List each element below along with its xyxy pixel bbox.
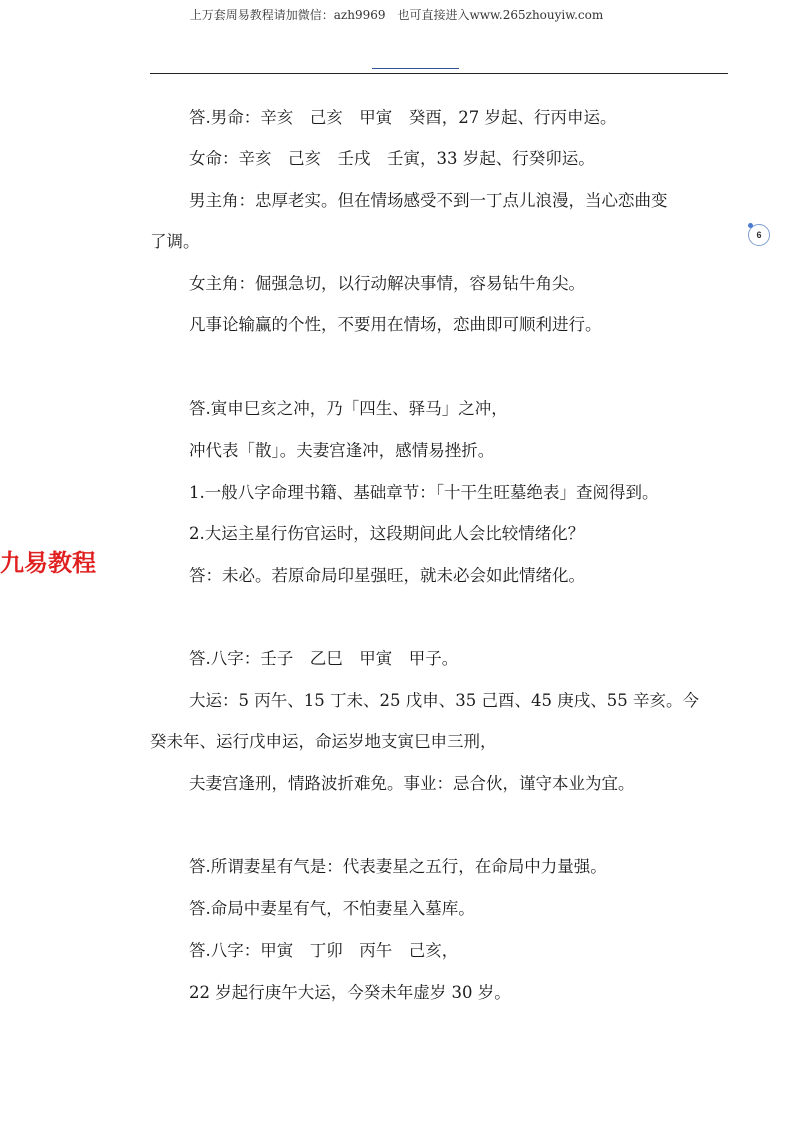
badge-dot-icon	[748, 223, 753, 228]
paragraph-line: 凡事论输赢的个性，不要用在情场，恋曲即可顺利进行。	[189, 315, 602, 334]
paragraph-line: 1.一般八字命理书籍、基础章节：「十干生旺墓绝表」查阅得到。	[189, 483, 659, 502]
paragraph-line: 答.命局中妻星有气，不怕妻星入墓库。	[189, 899, 475, 918]
paragraph-line: 22 岁起行庚午大运，今癸未年虚岁 30 岁。	[189, 983, 511, 1002]
paragraph-line: 癸未年、运行戊申运，命运岁地支寅巳申三刑，	[150, 732, 497, 751]
header-rule	[150, 73, 728, 74]
paragraph-line: 答.寅申巳亥之冲，乃「四生、驿马」之冲，	[189, 399, 508, 418]
header-accent-line	[372, 68, 459, 69]
paragraph-line: 大运：5 丙午、15 丁未、25 戊申、35 己酉、45 庚戌、55 辛亥。今	[189, 691, 699, 710]
paragraph-line: 女命：辛亥 己亥 壬戌 壬寅，33 岁起、行癸卯运。	[189, 149, 595, 168]
paragraph-line: 答：未必。若原命局印星强旺，就未必会如此情绪化。	[189, 566, 585, 585]
page-number-badge	[748, 224, 770, 246]
paragraph-line: 男主角：忠厚老实。但在情场感受不到一丁点儿浪漫，当心恋曲变	[189, 191, 668, 210]
paragraph-line: 答.八字：甲寅 丁卯 丙午 己亥，	[189, 941, 459, 960]
watermark-logo: 九易教程	[0, 549, 96, 577]
paragraph-line: 夫妻宫逢刑，情路波折难免。事业：忌合伙，谨守本业为宜。	[189, 774, 635, 793]
paragraph-line: 2.大运主星行伤官运时，这段期间此人会比较情绪化？	[189, 524, 585, 543]
paragraph-line: 答.所谓妻星有气是：代表妻星之五行，在命局中力量强。	[189, 857, 607, 876]
paragraph-line: 冲代表「散」。夫妻宫逢冲，感情易挫折。	[189, 441, 495, 460]
paragraph-line: 答.八字：壬子 乙巳 甲寅 甲子。	[189, 649, 459, 668]
paragraph-line: 女主角：倔强急切，以行动解决事情，容易钻牛角尖。	[189, 274, 585, 293]
paragraph-line: 答.男命：辛亥 己亥 甲寅 癸酉，27 岁起、行丙申运。	[189, 108, 617, 127]
paragraph-line: 了调。	[150, 232, 200, 251]
header-text: 上万套周易教程请加微信：azh9969 也可直接进入www.265zhouyiw.com	[189, 8, 604, 22]
page-number: 6	[756, 230, 762, 240]
